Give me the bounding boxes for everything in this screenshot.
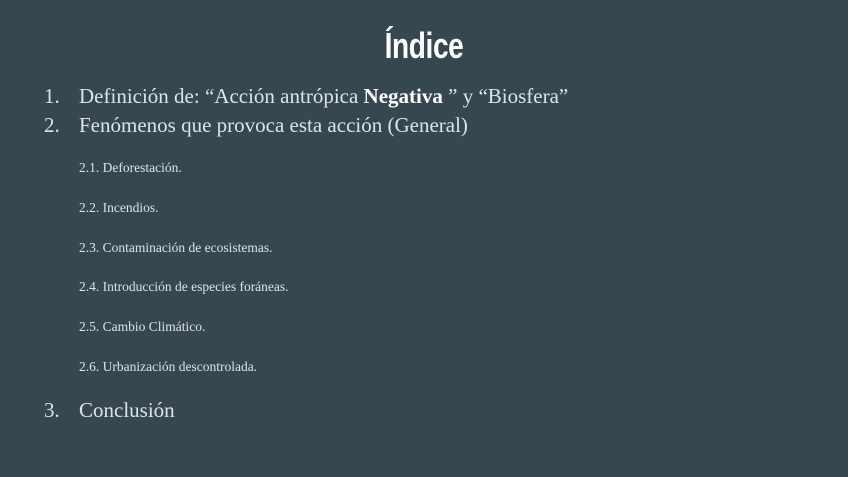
sub-item: 2.1. Deforestación. <box>79 160 182 175</box>
list-item-text-start: Definición de: “Acción antrópica <box>79 84 364 108</box>
sub-item: 2.5. Cambio Climático. <box>79 319 206 334</box>
list-item-number: 3. <box>44 398 60 422</box>
slide-title: Índice <box>384 25 464 66</box>
list-item-number: 1. <box>44 84 60 108</box>
list-item-emphasis: Negativa <box>363 84 443 108</box>
list-item-text <box>79 83 568 109</box>
list-item-number: 2. <box>44 113 60 137</box>
list-item-text-end: ” y “Biosfera” <box>442 84 569 108</box>
list-item-text: Conclusión <box>79 398 175 422</box>
sub-item: 2.2. Incendios. <box>79 200 159 215</box>
sub-item: 2.3. Contaminación de ecosistemas. <box>79 240 273 255</box>
sub-item: 2.6. Urbanización descontrolada. <box>79 359 258 374</box>
sub-item: 2.4. Introducción de especies foráneas. <box>79 279 289 294</box>
list-item-text: Fenómenos que provoca esta acción (General) <box>79 113 468 137</box>
